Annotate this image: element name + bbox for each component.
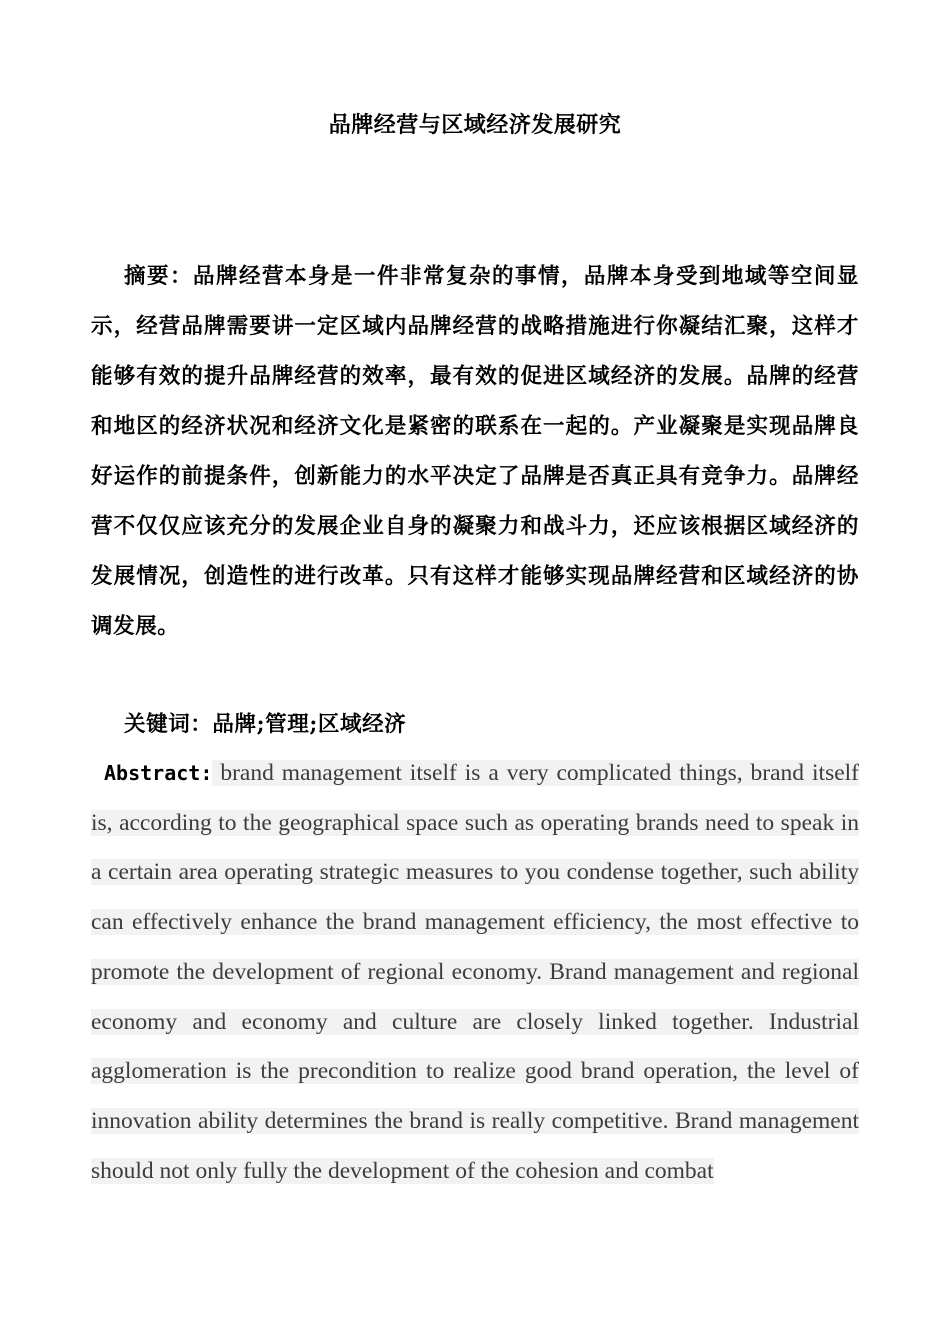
english-abstract-label: Abstract:	[104, 761, 213, 785]
keywords	[124, 700, 859, 750]
paper-title: 品牌经营与区域经济发展研究	[328, 113, 622, 138]
english-abstract-text: brand management itself is a very complicated things, brand itself is, according to the geographical space such as operating brands need to speak in a certain area operating strategic measures to you condense together, such ability can effectively enhance the brand management efficiency, the most effective to promote the development of regional economy. Brand management and regional economy and economy and culture are closely linked together. Industrial agglomeration is the precondition to realize good brand operation, the level of innovation ability determines the brand is really competitive. Brand management should not only fully the development of the cohesion and combat	[91, 760, 859, 1184]
chinese-abstract	[91, 252, 859, 652]
keywords-label: 关键词：	[124, 712, 213, 737]
english-abstract	[91, 749, 859, 1196]
chinese-abstract-label: 摘要：	[124, 264, 193, 289]
chinese-abstract-text: 品牌经营本身是一件非常复杂的事情，品牌本身受到地域等空间显示，经营品牌需要讲一定区域内品牌经营的战略措施进行你凝结汇聚，这样才能够有效的提升品牌经营的效率，最有效的促进区域经济的发展。品牌的经营和地区的经济状况和经济文化是紧密的联系在一起的。产业凝聚是实现品牌良好运作的前提条件，创新能力的水平决定了品牌是否真正具有竞争力。品牌经营不仅仅应该充分的发展企业自身的凝聚力和战斗力，还应该根据区域经济的发展情况，创造性的进行改革。只有这样才能够实现品牌经营和区域经济的协调发展。	[91, 264, 859, 639]
keywords-text: 品牌;管理;区域经济	[212, 712, 407, 737]
